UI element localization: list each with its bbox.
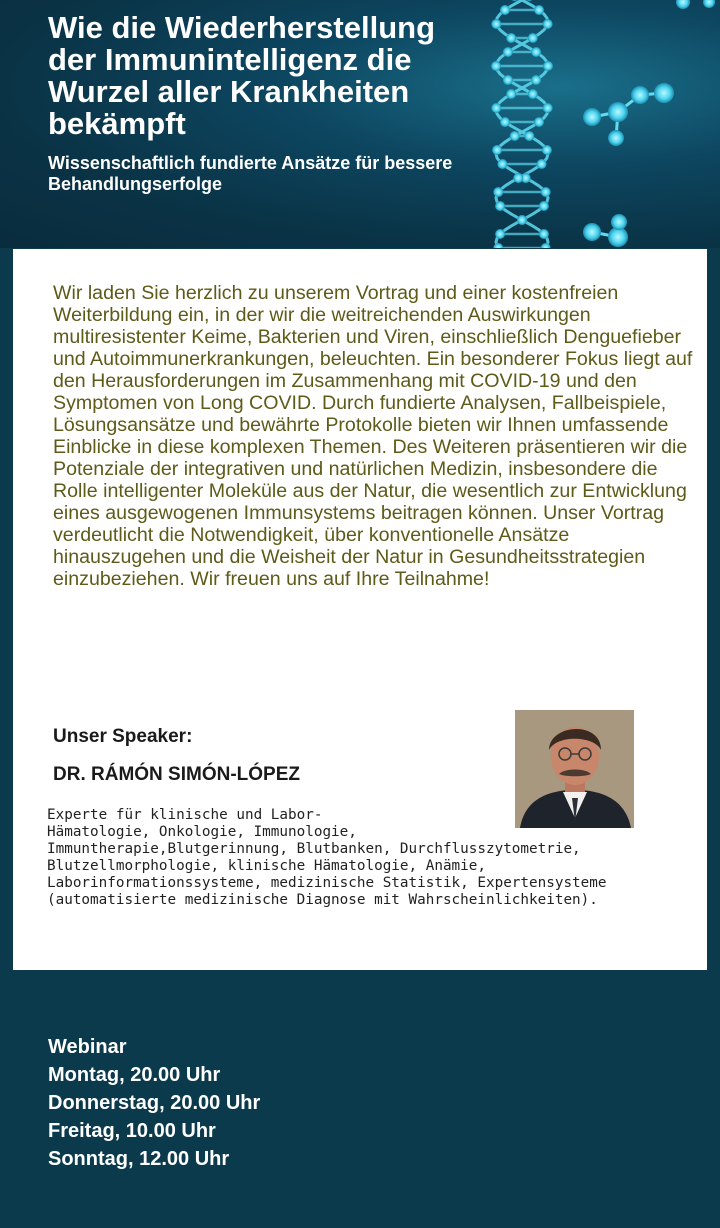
schedule-item: Donnerstag, 20.00 Uhr — [48, 1092, 261, 1114]
schedule-item: Freitag, 10.00 Uhr — [48, 1120, 216, 1142]
schedule-item: Sonntag, 12.00 Uhr — [48, 1148, 230, 1170]
speaker-heading: Unser Speaker: — [53, 726, 193, 747]
speaker-name: DR. RÁMÓN SIMÓN-LÓPEZ — [53, 764, 300, 785]
content-card — [13, 249, 707, 970]
page-subtitle: Wissenschaftlich fundierte Ansätze für bessere Behandlungserfolge — [48, 153, 453, 194]
molecule-icon — [592, 93, 664, 237]
intro-text: Wir laden Sie herzlich zu unserem Vortrag und einer kostenfreien Weiterbildung ein, in der wir die weitreichenden Auswirkungen multiresistenter Keime, Bakterien und Viren, einschließlich Denguefieber und Autoimmunerkrankungen, beleuchten. Ein besonderer Fokus liegt auf den Herausforderungen im Zusammenhang mit COVID-19 und den Symptomen von Long COVID. Durch fundierte Analysen, Fallbeispiele, Lösungsansätze und bewährte Protokolle bieten wir Ihnen umfassende Einblicke in diese komplexen Themen. Des Weiteren präsentieren wir die Potenziale der integrativen und natürlichen Medizin, insbesondere die Rolle intelligenter Moleküle aus der Natur, die wesentlich zur Entwicklung eines ausgewogenen Immunsystems beitragen können. Unser Vortrag verdeutlicht die Notwendigkeit, über konventionelle Ansätze hinauszugehen und die Weisheit der Natur in Gesundheitsstrategien einzubeziehen. Wir freuen uns auf Ihre Teilnahme! — [53, 282, 693, 590]
schedule-item: Montag, 20.00 Uhr — [48, 1064, 221, 1086]
schedule-heading: Webinar — [48, 1036, 127, 1058]
hero-banner — [0, 0, 720, 248]
speaker-bio: Experte für klinische und Labor- Hämatologie, Onkologie, Immunologie, Immuntherapie,Blutgerinnung, Blutbanken, Durchflusszytometrie, Blutzellmorphologie, klinische Hämatologie, Anämie, Laborinformationssysteme, medizinische Statistik, Expertensysteme (automatisierte medizinische Diagnose mit Wahrscheinlichkeiten). — [47, 807, 607, 908]
page-title: Wie die Wiederherstellung der Immunintelligenz die Wurzel aller Krankheiten bekämpft — [48, 10, 436, 141]
webinar-schedule — [48, 1033, 260, 1173]
